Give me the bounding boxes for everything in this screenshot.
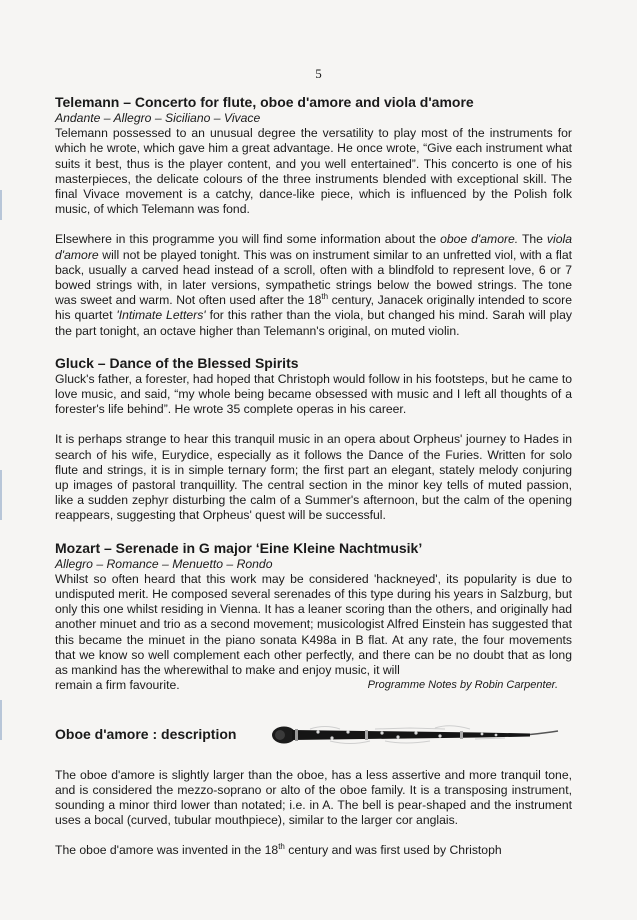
page-number: 5 <box>315 66 322 81</box>
mozart-movements: Allegro – Romance – Menuetto – Rondo <box>55 556 273 571</box>
mozart-last-line <box>55 678 572 693</box>
oboe-heading-row <box>55 720 572 750</box>
gluck-paragraph-1: Gluck's father, a forester, had hoped that Christoph would follow in his footsteps, but he came to love music, and said, “my whole being became obsessed with music and I left all thoughts of a forester's life behind”. He wrote 35 complete operas in his career. <box>55 371 572 417</box>
telemann-movements: Andante – Allegro – Siciliano – Vivace <box>55 111 261 125</box>
left-edge-mark <box>0 700 2 740</box>
oboe-paragraph-1: The oboe d'amore is slightly larger than the oboe, has a less assertive and more tranquil tone, and is considered the mezzo-soprano or alto of the oboe family. It is a transposing instrument, sounding a minor third lower than notated; i.e. in A. The bell is pear-shaped and the instrument uses a bocal (curved, tubular mouthpiece), similar to the larger cor anglais. <box>55 767 572 828</box>
gluck-paragraph-2: It is perhaps strange to hear this tranquil music in an opera about Orpheus' journey to Hades in search of his wife, Eurydice, especially as it follows the Dance of the Furies. Written for solo flute and strings, it is in simple ternary form; the first part an elegant, stately melody conjuring up images of pastoral tranquillity. The central section in the minor key tells of muted passion, like a sudden zephyr disturbing the calm of a Summer's afternoon, but the calm of the opening reappears, suggesting that Orpheus' quest will be successful. <box>55 432 572 523</box>
mozart-heading: Mozart – Serenade in G major ‘Eine Kleine Nachtmusik’ <box>55 539 423 556</box>
page-content <box>55 94 572 859</box>
oboe-paragraph-2: The oboe d'amore was invented in the 18th century and was first used by Christoph <box>55 842 502 858</box>
telemann-paragraph-1: Telemann possessed to an unusual degree the versatility to play most of the instruments for which he wrote, which gave him a great advantage. He once wrote, “Give each instrument what suits it best, thus is the player content, and you well entertained”. This concerto is one of his masterpieces, the delicate colours of the three instruments blended with exceptional skill. The final Vivace movement is a catchy, dance-like piece, which is influenced by the Polish folk music, of which Telemann was fond. <box>55 126 572 217</box>
mozart-paragraph-1: Whilst so often heard that this work may be considered 'hackneyed', its popularity is due to undisputed merit. He composed several serenades of this type during his years in Salzburg, but only this one whilst residing in Vienna. It has a leaner scoring than the others, and originally had another minuet and trio as a second movement; musicologist Alfred Einstein has suggested that this became the minuet in the piano sonata K498a in B flat. At any rate, the four movements that we know so well complement each other perfectly, and there can be no doubt that as long as mankind has the wherewithal to make and enjoy music, it will <box>55 571 572 678</box>
gluck-heading: Gluck – Dance of the Blessed Spirits <box>55 354 299 371</box>
telemann-heading: Telemann – Concerto for flute, oboe d'amore and viola d'amore <box>55 94 474 110</box>
mozart-paragraph-end: remain a firm favourite. <box>55 678 180 693</box>
programme-notes-credit: Programme Notes by Robin Carpenter. <box>367 679 558 692</box>
left-edge-mark <box>0 190 2 220</box>
oboe-heading: Oboe d'amore : description <box>55 726 237 742</box>
left-edge-mark <box>0 470 2 520</box>
oboe-d-amore-illustration <box>270 720 560 750</box>
telemann-paragraph-2: Elsewhere in this programme you will find some information about the oboe d'amore. The viola d'amore will not be played tonight. This was on instrument similar to an unfretted viol, with a flat back, usually a carved head instead of a scroll, often with a blindfold to represent love, 6 or 7 bowed strings with, in later versions, sympathetic strings below the bowed strings. The tone was sweet and warm. Not often used after the 18th century, Janacek originally intended to score his quartet 'Intimate Letters' for this rather than the viola, but changed his mind. Sarah will play the part tonight, an octave higher than Telemann's original, on muted violin. <box>55 232 572 338</box>
